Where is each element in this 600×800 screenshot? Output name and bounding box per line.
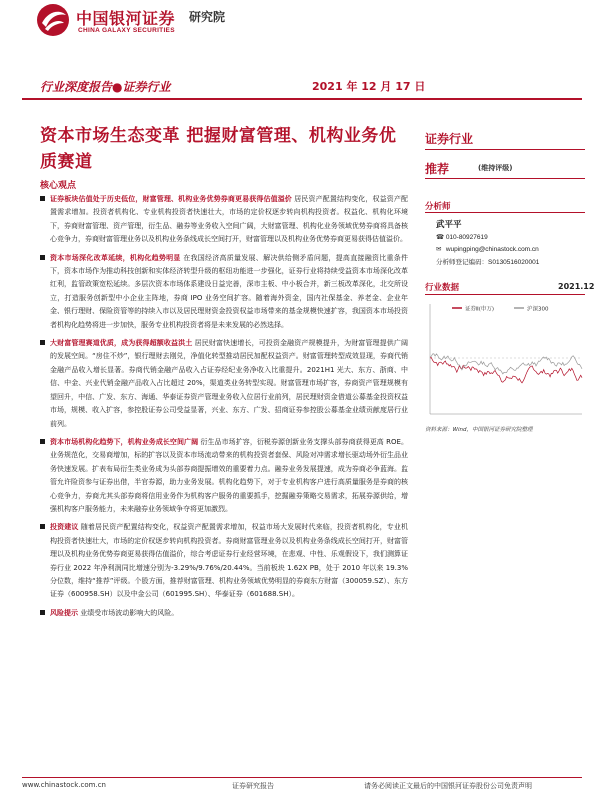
paragraph-wealth [40,337,408,431]
bullet-icon [40,524,45,529]
galaxy-logo-icon [36,3,70,37]
core-views-label: 核心观点 [40,181,77,191]
bullet-icon [40,340,45,345]
paragraph-text: 居民财富快速增长，可投资金融资产规模提升，为财富管理提供广阔的发展空间。“房住不炒”，银行理财去刚兑，净值化转型推动居民加配权益资产。财富管理转型成效显现，券商代销金融产品收入增长显著。券商代销金融产品收入占证券经纪业务净收入比重提升。2021H1 光大、东方、浙商、中信、中金、兴业代销金融产品收入占比超过 20%，渠道类业务转型实现。财富管理市场扩容，券商资产管理规模有望回升，中信、广发、东方、海通、华泰证券资产管理业务收入位居行业前列，居民理财资金借道公募基金投资权益市场，规模、收入扩容，参控股证券公司受益显著，兴业、东方、广发、招商证券参控股公募基金业绩贡献度居行业前列。 [50,339,408,428]
bullet-icon [40,610,45,615]
paragraph-highlight: 资本市场机构化趋势下，机构业务成长空间广阔 [50,437,199,446]
divider [425,178,585,179]
paragraph-text: 居民资产配置结构变化，权益资产配置需求增加。投资者机构化、专业机构投资者快速壮大，市场的定价权逐步转向机构投资者。权益化、机构化环境下，券商财富管理、资产管理，衍生品、融券等业务收入空间广阔，大财富管理、机构化业务领域优势券商将具备核心竞争力，券商财富管理业务以及机构业务条线成长空间打开，财富管理以及机构业务优势券商更易获得估值溢价。 [50,195,408,244]
report-title: 资本市场生态变革 把握财富管理、机构业务优质赛道 [40,126,397,172]
institute-label: 研究院 [189,10,226,24]
report-body [40,193,408,625]
industry-chart [422,298,588,420]
paragraph-highlight: 投资建议 [50,523,79,532]
analyst-cert: 分析师登记编码：S0130516020001 [436,259,540,266]
footer-disclaimer: 请务必阅读正文最后的中国银河证券股份公司免责声明 [364,782,532,790]
paragraph-highlight: 资本市场深化改革延续，机构化趋势明显 [50,253,181,262]
series-line-0 [430,358,582,383]
analyst-phone: 010-80927619 [445,234,488,241]
analyst-phone-row [436,233,488,241]
bullet-icon [40,196,45,201]
phone-icon: ☎ [436,234,445,241]
paragraph-text: 随着居民资产配置结构变化，权益资产配置需求增加，权益市场大发展时代来临，投资者机构化，专业机构投资者快速壮大，市场的定价权逐步转向机构投资者。券商财富管理业务以及机构业务条线成长空间打开，财富管理以及机构业务优势券商更易获得估值溢价，综合考虑证券行业经营环境，在悲观、中性、乐观假设下，我们测算证券行业 2022 年净利润同比增速分别为-3.29%/9.76%/20.44%。当前板块 1.62X PB，处于 2010 年以来 19.3%分位数，维持“推荐”评级。个股方面，推荐财富管理、机构业务领域优势明显的券商东方财富（300059.SZ）、东方证券（600958.SH）以及中金公司（601995.SH）、华泰证券（601688.SH）。 [50,523,409,599]
footer-dept: 证券研究报告 [232,782,274,790]
paragraph-reform [40,252,408,332]
logo-text-cn: 中国银河证券 [76,9,176,28]
sidebar-industry: 证券行业 [425,132,474,146]
paragraph-institutional [40,436,408,516]
paragraph-risk [40,607,408,620]
paragraph-highlight: 大财富管理赛道优质，成为获得超额收益洪土 [50,339,193,348]
industry-data-date: 2021.12 [558,282,595,291]
footer-url[interactable]: www.chinastock.com.cn [22,781,106,789]
legend-label: 证券Ⅱ(申万) [465,306,494,313]
report-topbar [22,70,582,100]
divider [425,294,585,295]
legend-label: 沪深300 [527,306,549,313]
paragraph-highlight: 风险提示 [50,608,78,617]
bullet-icon [40,439,45,444]
logo-text-en: CHINA GALAXY SECURITIES [78,27,175,34]
bullet-icon [40,255,45,260]
analyst-email-row [436,245,539,253]
industry-data-header: 行业数据 [425,283,460,293]
paragraph-highlight: 证券板块估值处于历史低位，财富管理、机构业务优势券商更易获得估值溢价 [50,195,292,203]
paragraph-text: 在我国经济高质量发展、解决供给侧矛盾问题，提高直接融资比重条件下，资本市场作为推动科技创新和实体经济转型升级的枢纽功能进一步强化，证券行业将持续受益资本市场深化改革红利，监管政策宽松延续。多层次资本市场体系建设日益完善，深市主板、中小板合并，新三板改革深化，北交所设立，打造服务创新型中小企业主阵地，券商 IPO 业务空间扩容。随着海外资金，国内社保基金、养老金、企业年金、银行理财、保险资管等的持续入市以及居民理财资金投资权益市场带来的基金规模快速扩容，我国资本市场投资者机构化趋势将进一步加快，服务专业机构投资者将是未来发展的必然选择。 [50,253,409,329]
analyst-name: 武平平 [436,220,462,230]
sidebar-rating-note: (维持评级) [478,164,513,172]
footer-divider [22,777,582,778]
report-header [22,0,582,60]
report-date: 2021 年 12 月 17 日 [312,80,426,93]
report-type: 行业深度报告●证券行业 [40,80,171,94]
analyst-header: 分析师 [425,202,451,212]
divider [425,212,585,213]
chart-legend [452,305,549,313]
email-icon: ✉ [436,246,442,253]
paragraph-investment [40,521,408,601]
divider [425,149,585,150]
paragraph-text: 业绩受市场波动影响大的风险。 [80,608,179,617]
sidebar-rating: 推荐 [425,162,450,176]
chart-source: 资料来源：Wind，中国银河证券研究院整理 [425,427,533,433]
analyst-email[interactable]: wupingping@chinastock.com.cn [445,246,539,253]
paragraph-text: 衍生品市场扩容，衍税券源创新业务支撑头部券商获得更高 ROE。业务规范化，交易商增加，标的扩容以及资本市场流动带来的机构投资者套保、风险对冲需求增长驱动场外衍生品业务快速发展。扩表布局衍生类业务成为头部券商提振增效的重要着力点。融券业务发展提速，成为券商必争蓝海。监管允许险资参与证券出借，半官券源，助力业务发展。机构化趋势下，对于专业机构客户进行高质量服务是券商的核心竞争力，券商尤其头部券商将信用业务作为机构客户服务的重要抓手，挖掘融券策略交易需求，拓展券源供给，增强机构客户服务能力，未来融券业务领域争夺将更加激烈。 [50,437,408,513]
paragraph-valuation [40,193,408,247]
